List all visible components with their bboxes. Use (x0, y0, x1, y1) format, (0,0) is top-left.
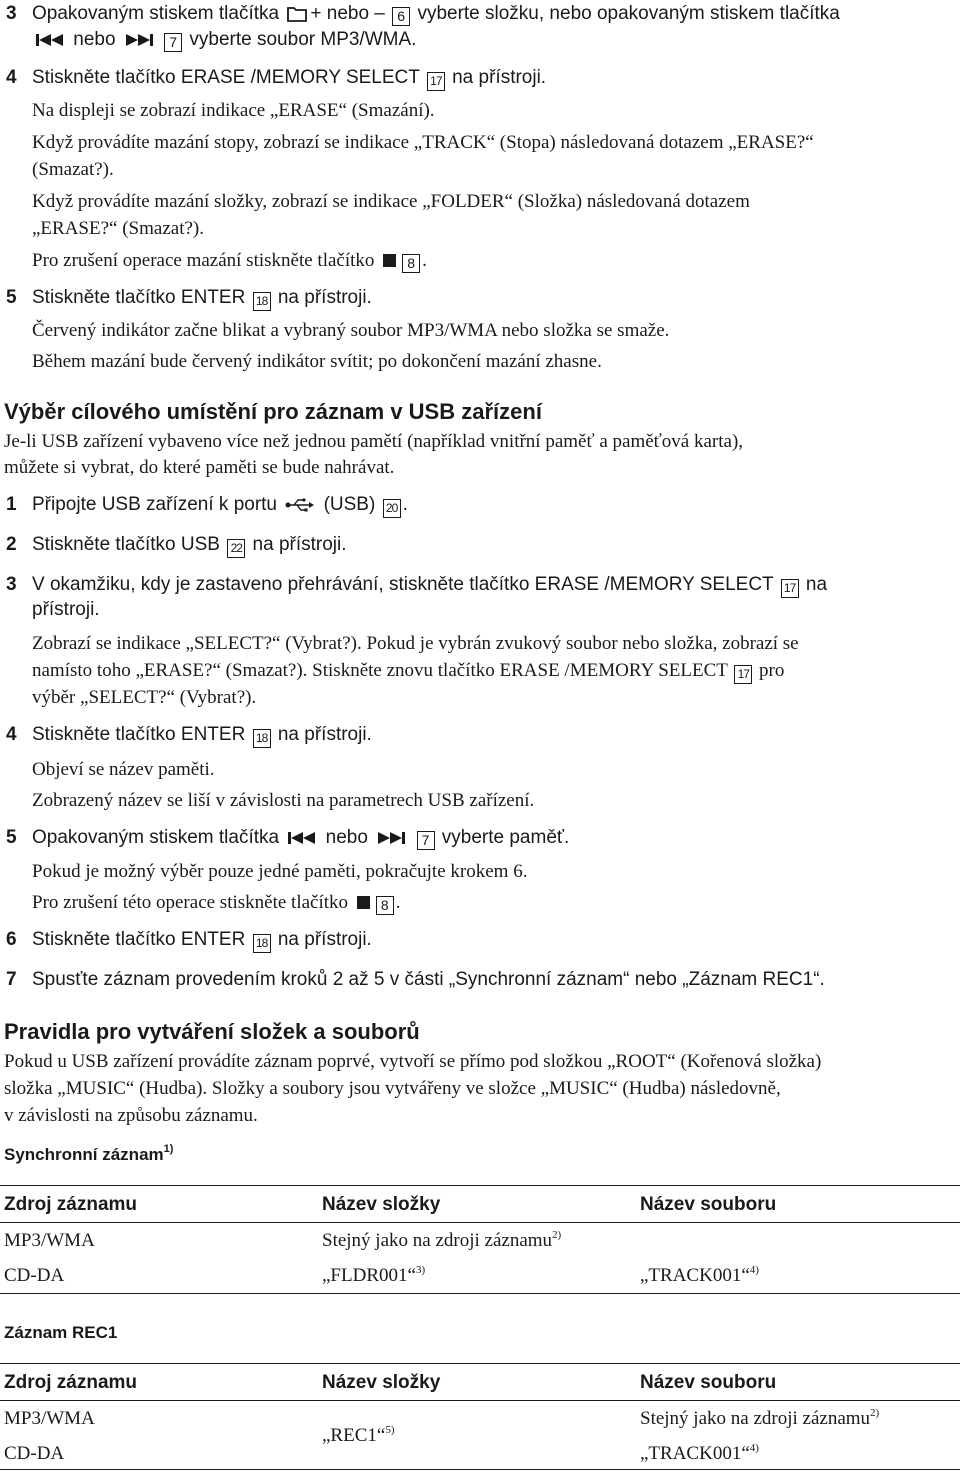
paragraph: Pro zrušení operace mazání stiskněte tlačítko 8 . (32, 250, 427, 271)
button-number-box: 7 (164, 33, 182, 52)
paragraph: Zobrazí se indikace „SELECT?“ (Vybrat?). Pokud je vybrán zvukový soubor nebo složka, zobrazí se (32, 633, 799, 654)
table-cell: „TRACK001“$^{4)}$ (640, 1263, 759, 1286)
paragraph: Objeví se název paměti. (32, 759, 215, 780)
paragraph: Když provádíte mazání složky, zobrazí se indikace „FOLDER“ (Složka) následovaná dotazem (32, 191, 750, 212)
button-number-box: 20 (383, 499, 401, 518)
table-cell: CD-DA (4, 1442, 65, 1464)
table-cell: „FLDR001“$^{3)}$ (322, 1263, 426, 1286)
sync-record-table (0, 1187, 960, 1293)
table-top-rule (0, 1363, 960, 1364)
step-text: Stiskněte tlačítko ENTER 18 na přístroji. (32, 287, 372, 311)
step-number: 1 (6, 494, 17, 515)
previous-track-icon (35, 33, 65, 47)
step-number: 3 (6, 574, 17, 595)
column-header: Zdroj záznamu (0, 1365, 318, 1401)
step-number: 4 (6, 724, 17, 745)
step-text: Stiskněte tlačítko ERASE /MEMORY SELECT 17 na přístroji. (32, 67, 546, 91)
step-number: 3 (6, 3, 17, 24)
folder-icon (287, 5, 307, 22)
step-text: nebo 7 vyberte soubor MP3/WMA. (32, 29, 416, 52)
table-row (0, 1258, 960, 1293)
section-heading: Pravidla pro vytváření složek a souborů (4, 1019, 420, 1044)
step-number: 4 (6, 67, 17, 88)
column-header: Název složky (318, 1365, 636, 1401)
stop-icon (357, 896, 370, 909)
button-number-box: 8 (376, 896, 394, 915)
paragraph: Pokud u USB zařízení provádíte záznam poprvé, vytvoří se přímo pod složkou „ROOT“ (Kořenová složka) (4, 1051, 822, 1072)
button-number-box: 22 (227, 539, 245, 558)
next-track-icon (376, 831, 406, 845)
paragraph: Je-li USB zařízení vybaveno více než jednou pamětí (například vnitřní paměť a paměťová karta), (4, 431, 744, 452)
paragraph: „ERASE?“ (Smazat?). (32, 218, 204, 239)
table-top-rule (0, 1185, 960, 1186)
step-text: Stiskněte tlačítko USB 22 na přístroji. (32, 534, 347, 558)
table-cell: Stejný jako na zdroji záznamu$^{2)}$ (322, 1228, 562, 1251)
step-number: 7 (6, 969, 17, 990)
table-cell: Stejný jako na zdroji záznamu$^{2)}$ (640, 1406, 880, 1429)
paragraph: Pro zrušení této operace stiskněte tlačítko 8 . (32, 892, 401, 913)
step-text: Opakovaným stiskem tlačítka nebo 7 vyberte paměť. (32, 827, 570, 848)
button-number-box: 7 (417, 831, 435, 850)
table-cell: „TRACK001“$^{4)}$ (640, 1441, 759, 1464)
step-text: Spusťte záznam provedením kroků 2 až 5 v části „Synchronní záznam“ nebo „Záznam REC1“. (32, 969, 825, 990)
paragraph: v závislosti na způsobu záznamu. (4, 1105, 258, 1126)
step-number: 2 (6, 534, 17, 555)
rec1-record-table (0, 1365, 960, 1471)
button-number-box: 18 (253, 729, 271, 748)
step-text: Stiskněte tlačítko ENTER 18 na přístroji. (32, 929, 372, 953)
paragraph: Během mazání bude červený indikátor svítit; po dokončení mazání zhasne. (32, 351, 602, 372)
table-row (0, 1223, 960, 1259)
table-row (0, 1401, 960, 1437)
paragraph: (Smazat?). (32, 159, 114, 180)
usb-icon (285, 497, 315, 513)
table-cell: CD-DA (4, 1264, 65, 1286)
table-title: Záznam REC1 (4, 1323, 118, 1342)
table-cell: MP3/WMA (4, 1229, 95, 1251)
paragraph: Když provádíte mazání stopy, zobrazí se indikace „TRACK“ (Stopa) následovaná dotazem „ERASE?“ (32, 132, 814, 153)
stop-icon (383, 254, 396, 267)
table-bottom-rule (0, 1469, 960, 1470)
table-bottom-rule (0, 1293, 960, 1294)
button-number-box: 18 (253, 934, 271, 953)
previous-track-icon (287, 831, 317, 845)
paragraph: Na displeji se zobrazí indikace „ERASE“ (Smazání). (32, 100, 435, 121)
paragraph: Červený indikátor začne blikat a vybraný soubor MP3/WMA nebo složka se smaže. (32, 320, 670, 341)
button-number-box: 17 (734, 665, 752, 684)
table-cell-merged: „REC1“$^{5)}$ (322, 1424, 395, 1446)
paragraph: můžete si vybrat, do které paměti se bude nahrávat. (4, 457, 395, 478)
paragraph: Pokud je možný výběr pouze jedné paměti, pokračujte krokem 6. (32, 861, 528, 882)
step-text: Opakovaným stiskem tlačítka + nebo – 6 vyberte složku, nebo opakovaným stiskem tlačítka (32, 3, 840, 24)
paragraph: Zobrazený název se liší v závislosti na parametrech USB zařízení. (32, 790, 535, 811)
button-number-box: 6 (392, 7, 410, 26)
button-number-box: 18 (253, 292, 271, 311)
table-header-row (0, 1365, 960, 1401)
step-text: Stiskněte tlačítko ENTER 18 na přístroji. (32, 724, 372, 748)
paragraph: namísto toho „ERASE?“ (Smazat?). Stiskněte znovu tlačítko ERASE /MEMORY SELECT 17 pro (32, 660, 784, 684)
step-number: 5 (6, 287, 17, 308)
table-header-row (0, 1187, 960, 1223)
step-number: 5 (6, 827, 17, 848)
paragraph: výběr „SELECT?“ (Vybrat?). (32, 687, 257, 708)
table-cell (636, 1223, 960, 1259)
table-title: Synchronní záznam$^{1)}$ (4, 1143, 174, 1164)
column-header: Zdroj záznamu (0, 1187, 318, 1223)
paragraph: složka „MUSIC“ (Hudba). Složky a soubory jsou vytvářeny ve složce „MUSIC“ (Hudba) následovně, (4, 1078, 781, 1099)
step-text: přístroji. (32, 599, 100, 620)
button-number-box: 17 (781, 579, 799, 598)
button-number-box: 8 (402, 254, 420, 273)
step-text: V okamžiku, kdy je zastaveno přehrávání, stiskněte tlačítko ERASE /MEMORY SELECT 17 na (32, 574, 827, 598)
column-header: Název složky (318, 1187, 636, 1223)
button-number-box: 17 (427, 72, 445, 91)
step-text: Připojte USB zařízení k portu (USB) 20 . (32, 494, 408, 518)
table-cell: MP3/WMA (4, 1407, 95, 1429)
column-header: Název souboru (636, 1187, 960, 1223)
step-number: 6 (6, 929, 17, 950)
column-header: Název souboru (636, 1365, 960, 1401)
next-track-icon (124, 33, 154, 47)
section-heading: Výběr cílového umístění pro záznam v USB zařízení (4, 399, 542, 424)
